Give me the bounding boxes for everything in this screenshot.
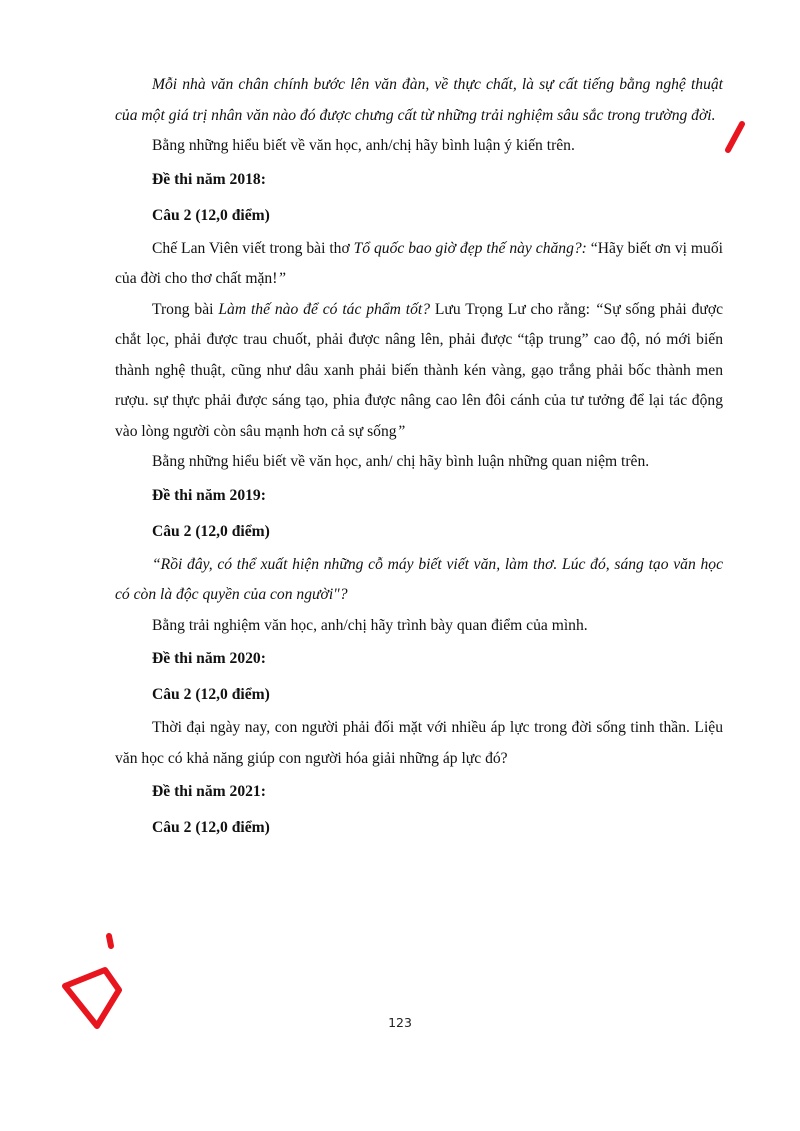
text-run: Bằng những hiểu biết về văn học, anh/ chị hãy bình luận những quan niệm trên. (152, 453, 650, 470)
italic-run: “Rồi đây, có thể xuất hiện những cỗ máy biết viết văn, làm thơ. Lúc đó, sáng tạo văn học có còn là độc quyền của con người"? (115, 555, 723, 603)
section-heading: Đề thi năm 2018: (152, 170, 266, 188)
paragraph (115, 234, 723, 295)
text-run: “Hãy biết ơn vị muối của đời cho thơ chất mặn! (115, 239, 723, 287)
red-slash-mark (718, 118, 748, 158)
text-run: Bằng trải nghiệm văn học, anh/chị hãy trình bày quan điểm của mình. (152, 616, 588, 634)
text-run: Thời đại ngày nay, con người phải đối mặt với nhiều áp lực trong đời sống tinh thần. Liệu văn học có khả năng giúp con người hóa giải những áp lực đó? (115, 719, 723, 767)
text-run: Lưu Trọng Lư cho rằng: (430, 300, 595, 318)
paragraph (115, 131, 723, 162)
text-run: Trong bài (152, 300, 219, 318)
section-heading: Đề thi năm 2019: (152, 486, 266, 504)
paragraph (115, 447, 723, 478)
italic-run: ” (277, 270, 287, 287)
paragraph (115, 295, 723, 448)
section-heading: Đề thi năm 2020: (152, 650, 266, 667)
italic-run: ” (396, 422, 406, 440)
paragraph (115, 713, 723, 774)
italic-run: Làm thế nào để có tác phẩm tốt? (218, 300, 431, 318)
paragraph (115, 611, 723, 642)
section-heading: Câu 2 (12,0 điểm) (152, 206, 270, 224)
section-heading: Đề thi năm 2021: (152, 783, 266, 800)
italic-run: Tổ quốc bao giờ đẹp thế này chăng?: (353, 239, 587, 257)
paragraph (115, 550, 723, 611)
page-body (115, 70, 723, 846)
red-letter-mark (55, 930, 135, 1035)
text-run: Sự sống phải được chắt lọc, phải được trau chuốt, phải được nâng lên, phải được “tập trung” cao độ, nó mới biến thành nghệ thuật, cũng như dâu xanh phải biến thành kén vàng, gạo trắng phải bốc thành men rượu. sự thực phải được sáng tạo, phia được nâng cao lên đôi cánh của tư tưởng để lại tác động vào lòng người còn sâu mạnh hơn cả sự sống (115, 300, 723, 440)
section-heading: Câu 2 (12,0 điểm) (152, 819, 270, 836)
italic-run: “ (594, 300, 604, 318)
text-run: Chế Lan Viên viết trong bài thơ (152, 239, 354, 257)
italic-run: Mỗi nhà văn chân chính bước lên văn đàn, về thực chất, là sự cất tiếng bằng nghệ thuật của một giá trị nhân văn nào đó được chưng cất từ những trải nghiệm sâu sắc trong trường đời. (115, 76, 723, 124)
text-run: Bằng những hiểu biết về văn học, anh/chị hãy bình luận ý kiến trên. (152, 137, 575, 154)
section-heading: Câu 2 (12,0 điểm) (152, 686, 270, 703)
page-number: 123 (388, 1015, 412, 1030)
section-heading: Câu 2 (12,0 điểm) (152, 522, 270, 540)
paragraph (115, 70, 723, 131)
